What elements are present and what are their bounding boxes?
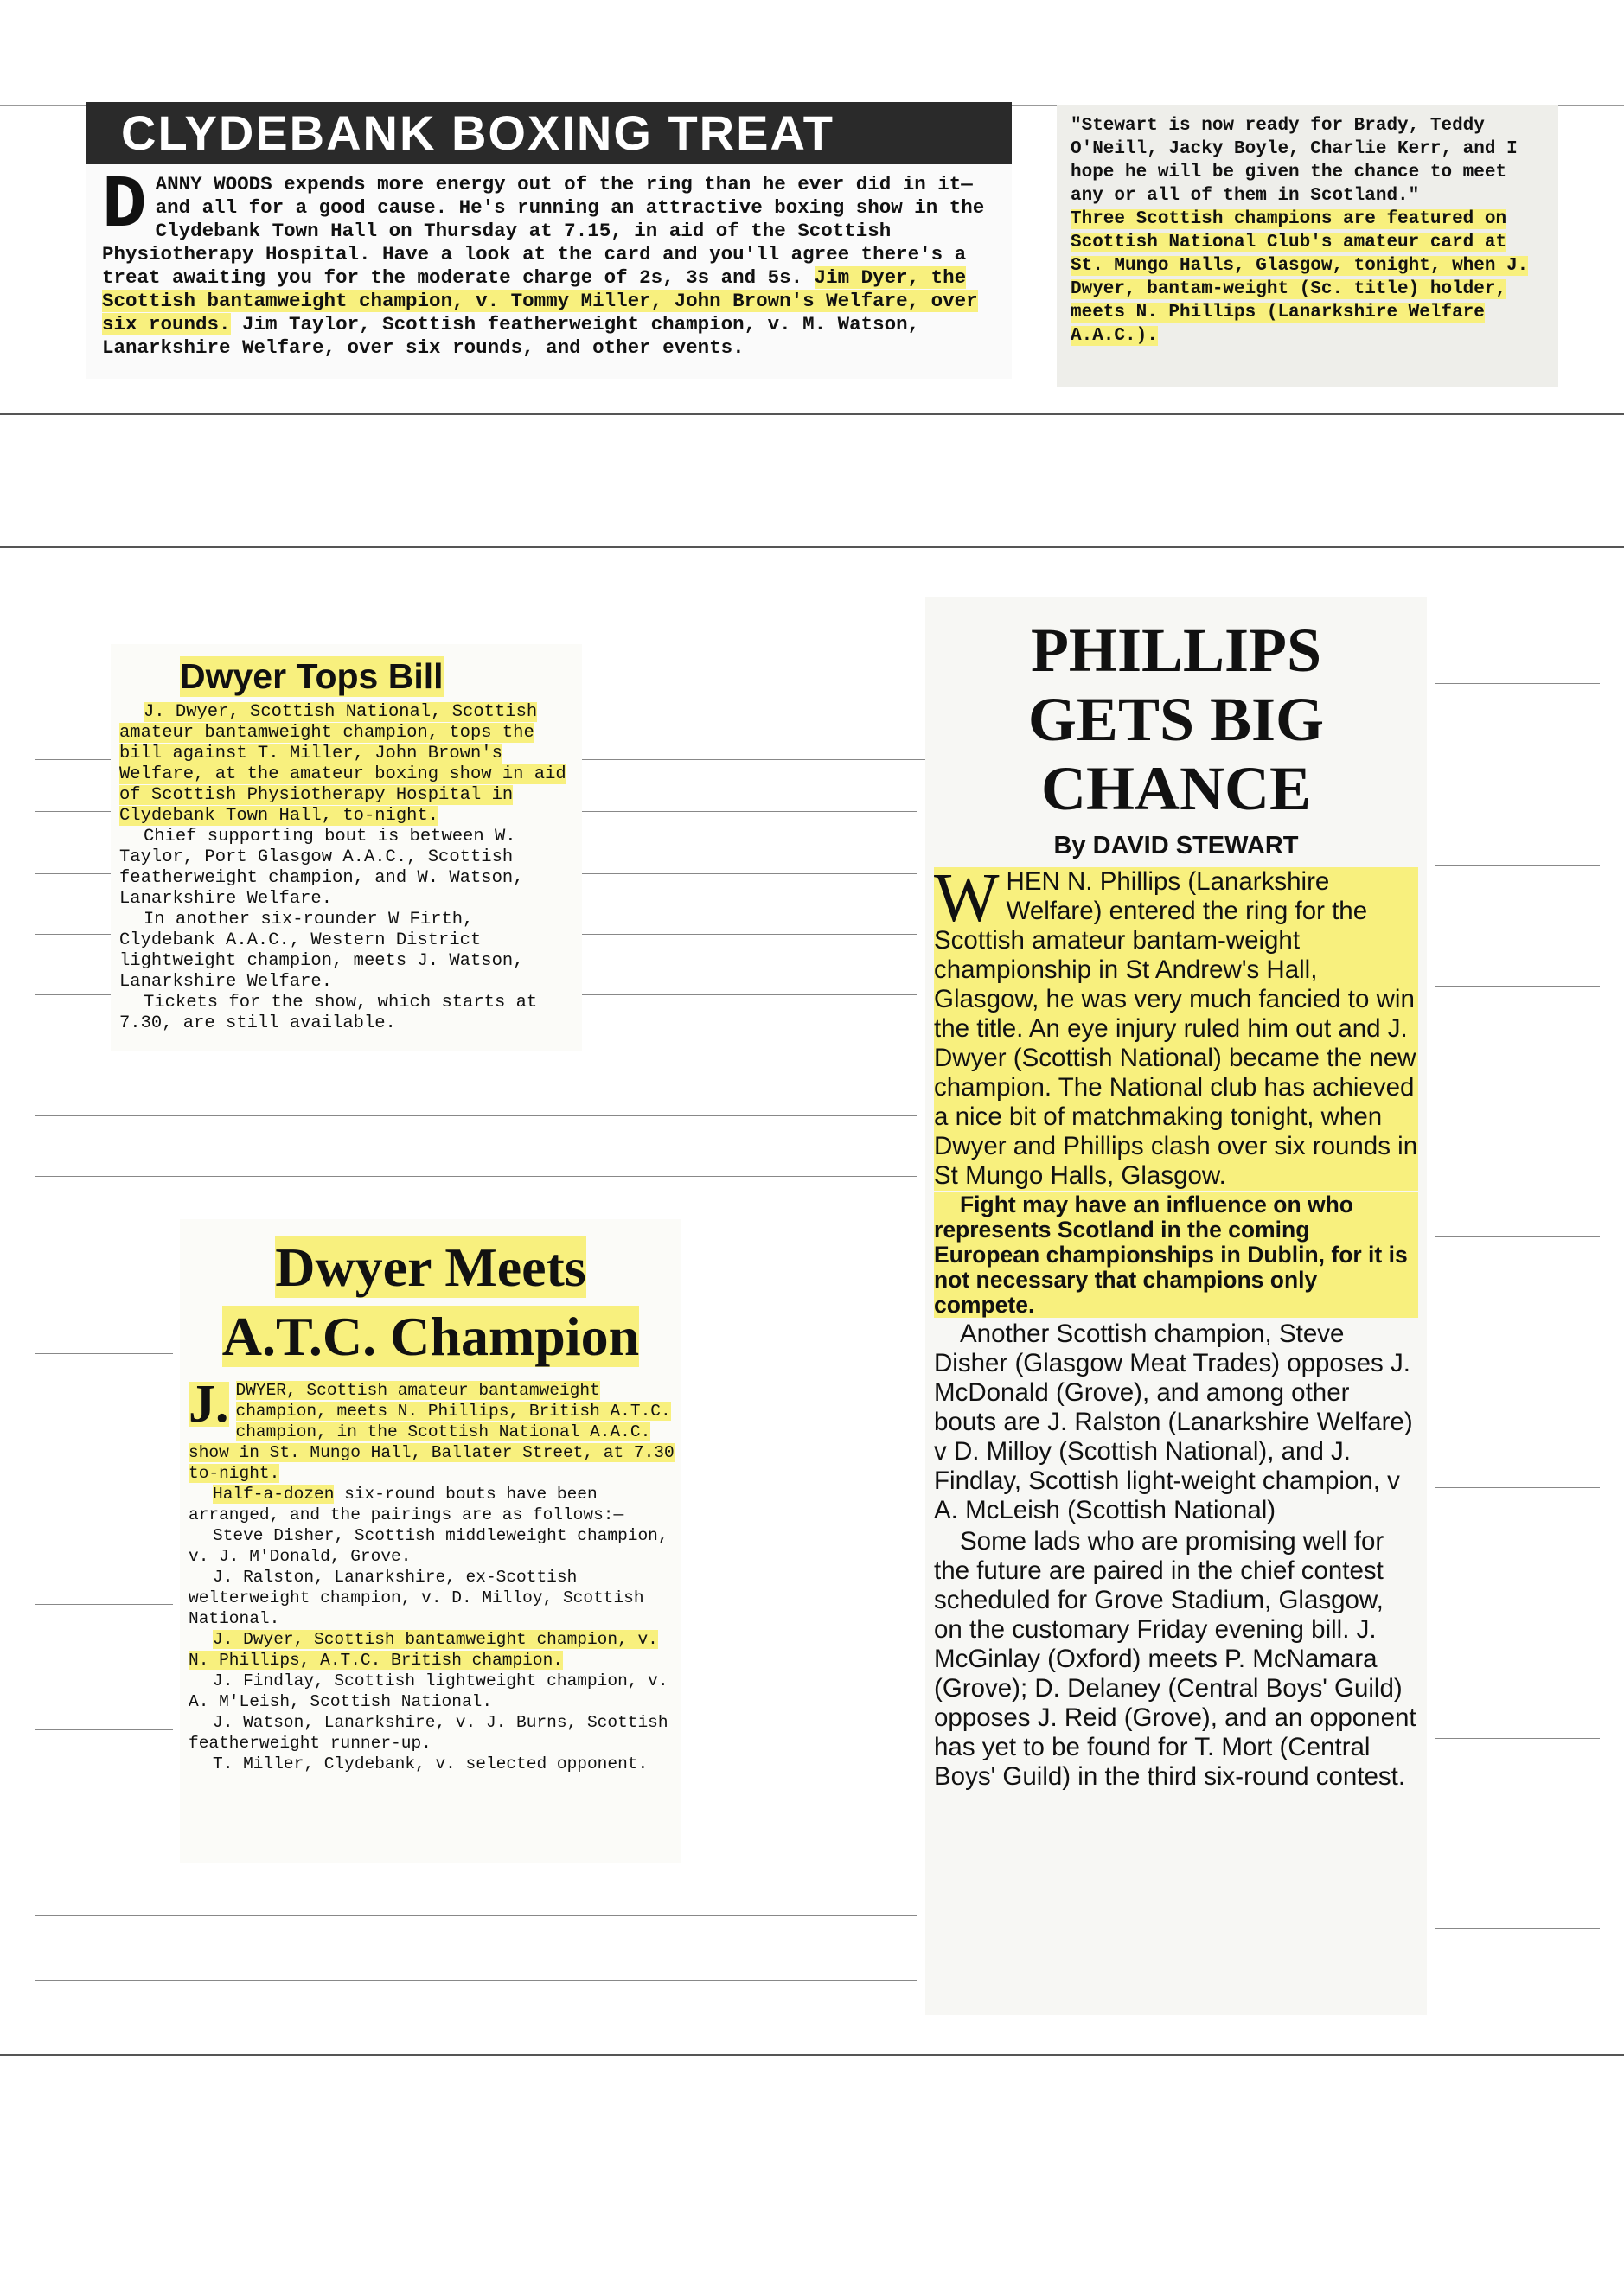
highlighted-text: J. Dwyer, Scottish National, Scottish amateur bantamweight champion, tops the bill against T. Miller, John Brown's Welfare, at the amateur boxing show in aid of Scottish Physiotherapy Hospital in Clydebank Town Hall, to-night. [119, 702, 566, 826]
headline: Dwyer Tops Bill [180, 656, 444, 696]
page-rule [0, 2054, 1624, 2056]
drop-cap: D [102, 163, 147, 248]
page-rule [35, 1604, 173, 1605]
headline: CLYDEBANK BOXING TREAT [86, 102, 1012, 164]
paragraph: ANNY WOODS expends more energy out of the ring than he ever did in it—and all for a good cause. He's running an attractive boxing show in the Clydebank Town Hall on Thursday at 7.15, in aid of the Scottish Physiotherapy Hospital. Have a look at the card and you'll agree there's a treat awaiting you for the moderate charge of 2s, 3s and 5s. [102, 173, 985, 289]
paragraph: Chief supporting bout is between W. Taylor, Port Glasgow A.A.C., Scottish featherweight champion, and W. Watson, Lanarkshire Welfare. [119, 827, 524, 909]
highlighted-text: Half-a-dozen [213, 1485, 335, 1504]
paragraph: "Stewart is now ready for Brady, Teddy O'Neill, Jacky Boyle, Charlie Kerr, and I hope he will be given the chance to meet any or all of them in Scotland." [1071, 116, 1518, 206]
highlighted-text: J. Dwyer, Scottish bantamweight champion, v. N. Phillips, A.T.C. British champion. [189, 1630, 658, 1670]
paragraph: J. Findlay, Scottish lightweight champion, v. A. M'Leish, Scottish National. [189, 1671, 668, 1711]
highlighted-text: DWYER, Scottish amateur bantamweight champion, meets N. Phillips, British A.T.C. champion, in the Scottish National A.A.C. show in St. Mungo Hall, Ballater Street, at 7.30 to-night. [189, 1381, 675, 1483]
article-body [925, 860, 1427, 1792]
headline-line-1: PHILLIPS [1030, 616, 1322, 685]
paragraph: Tickets for the show, which starts at 7.30, are still available. [119, 993, 538, 1033]
page-rule [1435, 986, 1600, 987]
page-rule [1435, 1236, 1600, 1237]
paragraph: In another six-rounder W Firth, Clydebank A.A.C., Western District lightweight champion, meets J. Watson, Lanarkshire Welfare. [119, 910, 524, 992]
page-rule [35, 1729, 173, 1730]
clipping-dwyer-meets-atc-champion [180, 1219, 681, 1863]
article-body [111, 702, 582, 1034]
highlighted-text: Fight may have an influence on who represents Scotland in the coming European championships in Dublin, for it is not necessary that champions only compete. [934, 1192, 1418, 1318]
drop-cap: J. [189, 1375, 229, 1434]
clipping-stewart-note [1057, 105, 1558, 387]
page-rule [1435, 1487, 1600, 1488]
headline-line-3: CHANCE [1040, 754, 1311, 823]
paragraph: T. Miller, Clydebank, v. selected opponent. [213, 1754, 649, 1773]
paragraph: Some lads who are promising well for the future are paired in the chief contest scheduled for Grove Stadium, Glasgow, on the customary Friday evening bill. J. McGinlay (Oxford) meets P. McNamara (Grove); D. Delaney (Central Boys' Guild) opposes J. Reid (Grove), and an opponent has yet to be found for T. Mort (Central Boys' Guild) in the third six-round contest. [934, 1527, 1416, 1791]
drop-cap: W [934, 860, 1000, 936]
page-rule [35, 1980, 917, 1981]
article-body [86, 164, 1012, 360]
page-rule [35, 1176, 917, 1177]
page-rule [0, 413, 1624, 415]
highlighted-text: HEN N. Phillips (Lanarkshire Welfare) entered the ring for the Scottish amateur bantam-weight championship in St Andrew's Hall, Glasgow, he was very much fancied to win the title. An eye injury ruled him out and J. Dwyer (Scottish National) became the new champion. The National club has achieved a nice bit of matchmaking tonight, when Dwyer and Phillips clash over six rounds in St Mungo Halls, Glasgow. [934, 867, 1418, 1190]
paragraph: Jim Taylor, Scottish featherweight champion, v. M. Watson, Lanarkshire Welfare, over six rounds, and other events. [102, 313, 920, 359]
page-rule [35, 1115, 917, 1116]
paragraph: six-round bouts have been arranged, [189, 1485, 598, 1524]
highlighted-text: Three Scottish champions are featured on Scottish National Club's amateur card at St. Mungo Halls, Glasgow, tonight, when J. Dwyer, bantam-weight (Sc. title) holder, meets N. Phillips (Lanarkshire Welfare A.A.C.). [1071, 209, 1529, 346]
headline-line-1: Dwyer Meets [275, 1236, 586, 1298]
clipping-dwyer-tops-bill [111, 644, 582, 1051]
clipping-clydebank-boxing-treat [86, 102, 1012, 379]
page-rule [1435, 683, 1600, 684]
headline [925, 616, 1427, 823]
highlighted-text: Jim Dyer, the Scottish bantamweight champion, v. Tommy Miller, John Brown's Welfare, over six rounds. [102, 266, 978, 335]
headline [180, 1233, 681, 1371]
headline-line-2: A.T.C. Champion [221, 1306, 640, 1367]
article-body [1057, 105, 1558, 356]
paragraph: J. Ralston, Lanarkshire, ex-Scottish welterweight champion, v. D. Milloy, Scottish National. [189, 1568, 644, 1628]
page-rule [1435, 1738, 1600, 1739]
headline-line-2: GETS BIG [1027, 685, 1325, 754]
paragraph: and the pairings are as follows:— [279, 1505, 624, 1524]
clipping-phillips-gets-big-chance [925, 597, 1427, 2015]
page-rule [35, 1915, 917, 1916]
page-rule [35, 1353, 173, 1354]
page-rule [1435, 1928, 1600, 1929]
paragraph: J. Watson, Lanarkshire, v. J. Burns, Scottish featherweight runner-up. [189, 1713, 668, 1753]
paragraph: Another Scottish champion, Steve Disher (Glasgow Meat Trades) opposes J. McDonald (Grove), and among other bouts are J. Ralston (Lanarkshire Welfare) v D. Milloy (Scottish National), and J. Findlay, Scottish light-weight champion, v A. McLeish (Scottish National) [934, 1320, 1413, 1524]
article-body [180, 1371, 681, 1774]
page-rule [1435, 865, 1600, 866]
byline: By DAVID STEWART [1053, 832, 1299, 859]
paragraph: Steve Disher, Scottish middleweight champion, v. J. M'Donald, Grove. [189, 1526, 668, 1566]
page-rule [0, 546, 1624, 548]
